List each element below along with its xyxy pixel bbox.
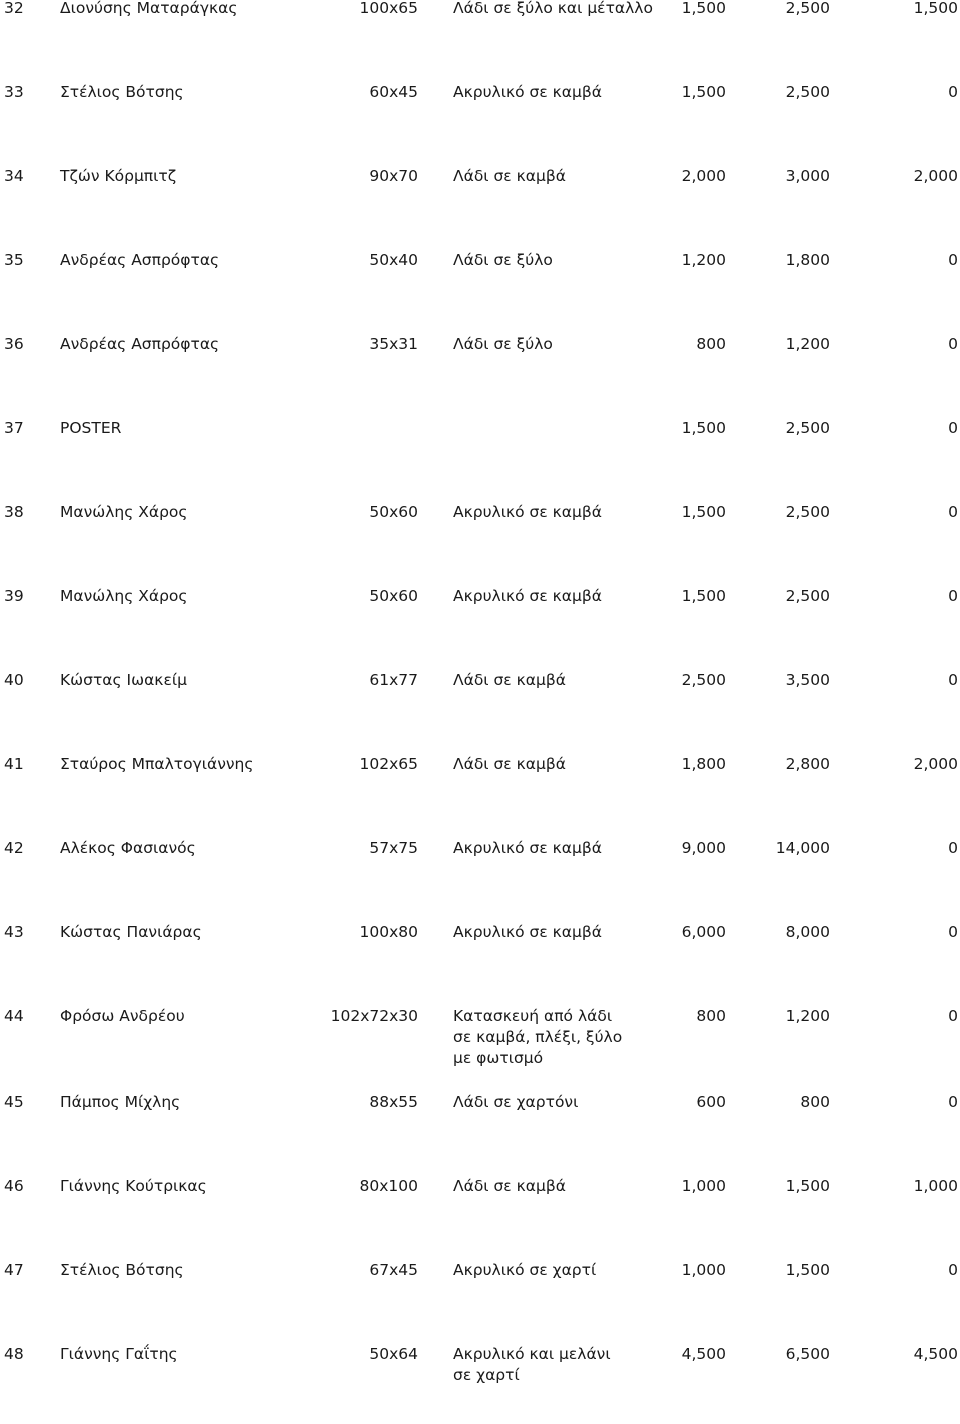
artist-name: Ανδρέας Ασπρόφτας [60, 335, 220, 353]
artist-name: Σταύρος Μπαλτογιάννης [60, 755, 254, 773]
price-3 [852, 922, 958, 943]
item-number: 36 [4, 335, 24, 353]
artist-name: Διονύσης Ματαράγκας [60, 0, 238, 17]
artist-name: Κώστας Ιωακείμ [60, 671, 187, 689]
price-2 [742, 586, 830, 607]
price-3 [852, 1006, 958, 1027]
item-number: 34 [4, 167, 24, 185]
price-3 [852, 250, 958, 271]
price-value: 1,500 [681, 419, 726, 437]
price-value: 1,200 [681, 251, 726, 269]
medium: Λάδι σε καμβά [453, 1177, 566, 1195]
dimensions: 88x55 [369, 1093, 418, 1111]
price-2 [742, 1260, 830, 1281]
price-1 [640, 1092, 726, 1113]
artist-name: Μανώλης Χάρος [60, 587, 188, 605]
price-value: 2,000 [913, 167, 958, 185]
price-1 [640, 250, 726, 271]
price-3 [852, 334, 958, 355]
price-1 [640, 922, 726, 943]
medium: Λάδι σε καμβά [453, 755, 566, 773]
price-1 [640, 166, 726, 187]
medium: Ακρυλικό και μελάνι σε χαρτί [453, 1345, 611, 1384]
price-value: 1,500 [785, 1261, 830, 1279]
price-2 [742, 0, 830, 19]
price-value: 1,000 [681, 1261, 726, 1279]
item-number: 38 [4, 503, 24, 521]
price-1 [640, 1260, 726, 1281]
artist-name: Φρόσω Ανδρέου [60, 1007, 185, 1025]
medium: Ακρυλικό σε καμβά [453, 83, 602, 101]
price-value: 4,500 [913, 1345, 958, 1363]
price-2 [742, 334, 830, 355]
price-2 [742, 670, 830, 691]
item-number: 41 [4, 755, 24, 773]
price-value: 800 [696, 1007, 726, 1025]
price-1 [640, 670, 726, 691]
item-number: 32 [4, 0, 24, 17]
item-number: 39 [4, 587, 24, 605]
artist-name: Στέλιος Βότσης [60, 1261, 184, 1279]
price-2 [742, 166, 830, 187]
table-row [0, 1006, 960, 1086]
table-row [0, 838, 960, 918]
item-number: 43 [4, 923, 24, 941]
price-3 [852, 166, 958, 187]
price-value: 0 [948, 1007, 958, 1025]
table-row [0, 166, 960, 246]
artist-name: POSTER [60, 419, 122, 437]
table-row [0, 586, 960, 666]
dimensions: 102x65 [359, 755, 418, 773]
medium: Ακρυλικό σε καμβά [453, 503, 602, 521]
price-value: 0 [948, 923, 958, 941]
price-value: 0 [948, 671, 958, 689]
price-value: 4,500 [681, 1345, 726, 1363]
price-1 [640, 82, 726, 103]
price-value: 2,500 [785, 83, 830, 101]
price-3 [852, 502, 958, 523]
price-3 [852, 670, 958, 691]
price-2 [742, 502, 830, 523]
price-value: 1,500 [681, 0, 726, 17]
price-value: 2,500 [785, 0, 830, 17]
price-2 [742, 922, 830, 943]
price-value: 1,800 [681, 755, 726, 773]
item-number: 46 [4, 1177, 24, 1195]
price-1 [640, 0, 726, 19]
medium: Ακρυλικό σε καμβά [453, 587, 602, 605]
price-value: 3,500 [785, 671, 830, 689]
price-2 [742, 250, 830, 271]
dimensions: 60x45 [369, 83, 418, 101]
price-3 [852, 82, 958, 103]
table-row [0, 1176, 960, 1256]
dimensions: 100x80 [359, 923, 418, 941]
price-value: 2,500 [681, 671, 726, 689]
price-1 [640, 586, 726, 607]
medium: Λάδι σε καμβά [453, 671, 566, 689]
price-2 [742, 1092, 830, 1113]
dimensions: 67x45 [369, 1261, 418, 1279]
medium: Κατασκευή από λάδι σε καμβά, πλέξι, ξύλο με φωτισμό [453, 1007, 623, 1067]
price-1 [640, 334, 726, 355]
price-2 [742, 1344, 830, 1365]
price-value: 1,500 [681, 503, 726, 521]
price-value: 600 [696, 1093, 726, 1111]
price-value: 0 [948, 335, 958, 353]
artist-name: Αλέκος Φασιανός [60, 839, 196, 857]
artist-name: Γιάννης Κούτρικας [60, 1177, 207, 1195]
price-value: 3,000 [785, 167, 830, 185]
table-row [0, 1344, 960, 1424]
price-2 [742, 754, 830, 775]
medium: Ακρυλικό σε καμβά [453, 923, 602, 941]
price-value: 0 [948, 587, 958, 605]
artist-name: Γιάννης Γαΐτης [60, 1345, 178, 1363]
price-value: 0 [948, 83, 958, 101]
price-1 [640, 1006, 726, 1027]
table-row [0, 502, 960, 582]
item-number: 42 [4, 839, 24, 857]
price-value: 9,000 [681, 839, 726, 857]
artist-name: Ανδρέας Ασπρόφτας [60, 251, 220, 269]
price-2 [742, 1006, 830, 1027]
dimensions: 100x65 [359, 0, 418, 17]
price-value: 0 [948, 251, 958, 269]
price-1 [640, 838, 726, 859]
price-3 [852, 1092, 958, 1113]
dimensions: 80x100 [359, 1177, 418, 1195]
price-value: 1,800 [785, 251, 830, 269]
table-row [0, 754, 960, 834]
dimensions: 61x77 [369, 671, 418, 689]
price-value: 1,000 [913, 1177, 958, 1195]
price-3 [852, 418, 958, 439]
dimensions: 50x60 [369, 587, 418, 605]
price-3 [852, 0, 958, 19]
price-value: 6,000 [681, 923, 726, 941]
price-value: 0 [948, 503, 958, 521]
dimensions: 50x64 [369, 1345, 418, 1363]
price-2 [742, 1176, 830, 1197]
price-value: 2,000 [681, 167, 726, 185]
price-1 [640, 754, 726, 775]
price-value: 0 [948, 1261, 958, 1279]
table-row [0, 418, 960, 498]
price-value: 1,200 [785, 335, 830, 353]
artist-name: Πάμπος Μίχλης [60, 1093, 181, 1111]
price-1 [640, 1176, 726, 1197]
medium: Λάδι σε ξύλο και μέταλλο [453, 0, 653, 17]
price-value: 0 [948, 839, 958, 857]
item-number: 37 [4, 419, 24, 437]
price-1 [640, 502, 726, 523]
price-value: 800 [800, 1093, 830, 1111]
price-3 [852, 754, 958, 775]
price-2 [742, 82, 830, 103]
price-3 [852, 1260, 958, 1281]
dimensions: 57x75 [369, 839, 418, 857]
price-value: 1,500 [681, 83, 726, 101]
price-value: 0 [948, 419, 958, 437]
price-value: 800 [696, 335, 726, 353]
price-value: 8,000 [785, 923, 830, 941]
medium: Λάδι σε ξύλο [453, 335, 553, 353]
item-number: 40 [4, 671, 24, 689]
dimensions: 102x72x30 [330, 1007, 418, 1025]
table-row [0, 334, 960, 414]
price-3 [852, 1176, 958, 1197]
dimensions: 50x60 [369, 503, 418, 521]
dimensions: 35x31 [369, 335, 418, 353]
price-value: 2,500 [785, 419, 830, 437]
price-1 [640, 1344, 726, 1365]
medium: Λάδι σε ξύλο [453, 251, 553, 269]
price-value: 0 [948, 1093, 958, 1111]
price-3 [852, 586, 958, 607]
table-row [0, 1092, 960, 1172]
price-value: 2,500 [785, 503, 830, 521]
medium: Ακρυλικό σε χαρτί [453, 1261, 597, 1279]
item-number: 44 [4, 1007, 24, 1025]
artist-name: Τζών Κόρμπιτζ [60, 167, 177, 185]
table-row [0, 670, 960, 750]
price-value: 14,000 [775, 839, 830, 857]
price-value: 1,500 [681, 587, 726, 605]
artist-name: Κώστας Πανιάρας [60, 923, 202, 941]
price-value: 1,000 [681, 1177, 726, 1195]
artist-name: Στέλιος Βότσης [60, 83, 184, 101]
price-value: 2,500 [785, 587, 830, 605]
medium: Λάδι σε χαρτόνι [453, 1093, 579, 1111]
item-number: 48 [4, 1345, 24, 1363]
medium: Ακρυλικό σε καμβά [453, 839, 602, 857]
artist-name: Μανώλης Χάρος [60, 503, 188, 521]
price-2 [742, 418, 830, 439]
item-number: 35 [4, 251, 24, 269]
table-row [0, 0, 960, 78]
price-value: 2,800 [785, 755, 830, 773]
item-number: 33 [4, 83, 24, 101]
price-2 [742, 838, 830, 859]
price-value: 1,200 [785, 1007, 830, 1025]
table-row [0, 922, 960, 1002]
medium: Λάδι σε καμβά [453, 167, 566, 185]
price-1 [640, 418, 726, 439]
price-value: 1,500 [913, 0, 958, 17]
table-row [0, 82, 960, 162]
price-value: 6,500 [785, 1345, 830, 1363]
price-3 [852, 1344, 958, 1365]
price-value: 1,500 [785, 1177, 830, 1195]
price-3 [852, 838, 958, 859]
item-number: 45 [4, 1093, 24, 1111]
dimensions: 90x70 [369, 167, 418, 185]
table-row [0, 250, 960, 330]
table-row [0, 1260, 960, 1340]
item-number: 47 [4, 1261, 24, 1279]
price-value: 2,000 [913, 755, 958, 773]
dimensions: 50x40 [369, 251, 418, 269]
